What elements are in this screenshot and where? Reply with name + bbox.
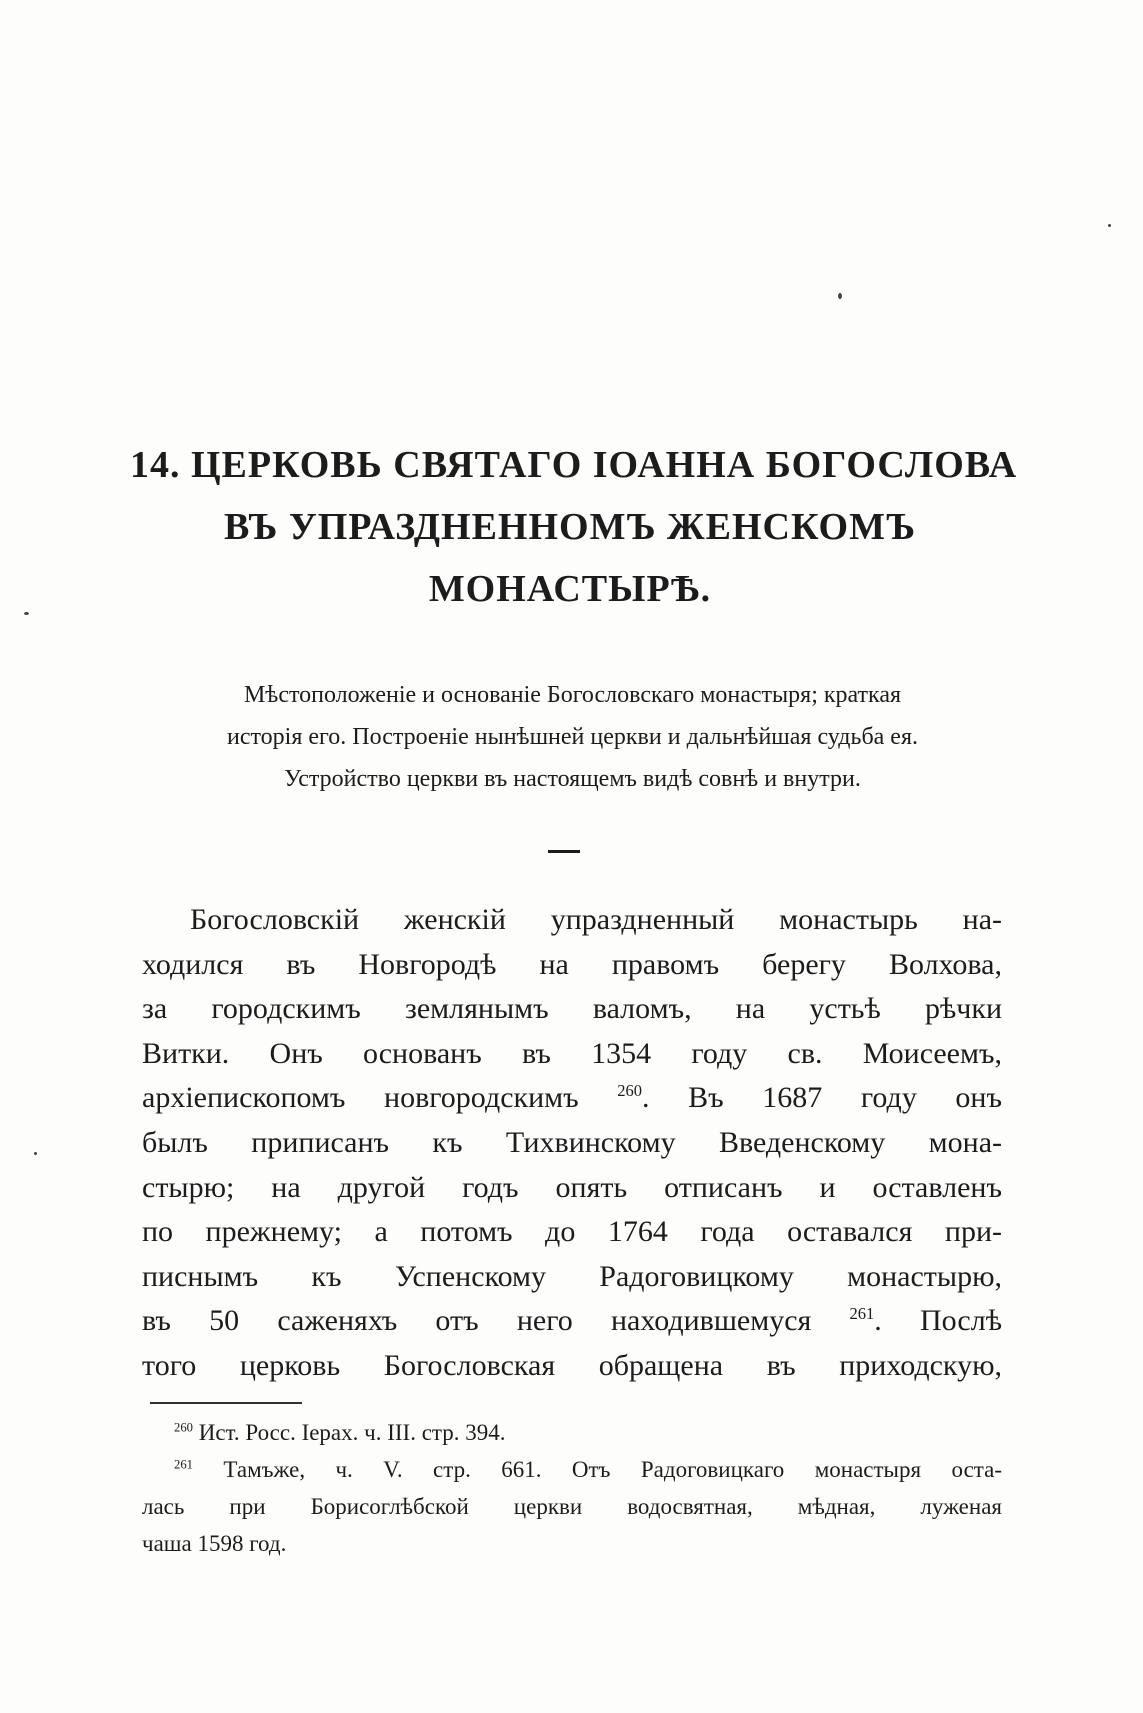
body-line: писнымъ къ Успенскому Радоговицкому монастырю, (142, 1259, 1002, 1293)
footnote-261 (142, 1451, 1002, 1488)
chapter-summary (140, 674, 1005, 800)
body-line: ходился въ Новгородѣ на правомъ берегу Волхова, (142, 947, 1002, 981)
body-text-fragment: архiепископомъ новгородскимъ (142, 1081, 579, 1115)
footnote-ref-261[interactable]: 261 (849, 1304, 875, 1324)
body-text-fragment: . Послѣ (874, 1304, 1002, 1338)
footnote-separator (150, 1402, 302, 1404)
footnote-number: 260 (174, 1420, 193, 1435)
summary-line-3: Устройство церкви въ настоящемъ видѣ совнѣ и внутри. (284, 766, 861, 792)
chapter-title-line-2: ВЪ УПРАЗДНЕННОМЪ ЖЕНСКОМЪ (223, 506, 917, 548)
footnote-260 (142, 1414, 1002, 1451)
body-line (142, 1076, 1002, 1121)
body-text-fragment: въ 50 саженяхъ отъ него находившемуся (142, 1304, 812, 1338)
body-line: Богословскiй женскiй упраздненный монастырь на- (190, 903, 1002, 936)
body-line: по прежнему; а потомъ до 1764 года оставался при- (142, 1215, 1002, 1249)
footnote-number: 261 (174, 1457, 193, 1472)
footnote-ref-260[interactable]: 260 (617, 1081, 643, 1101)
body-line: за городскимъ землянымъ валомъ, на устьѣ рѣчки (142, 992, 1002, 1026)
body-paragraph (142, 898, 1002, 1389)
section-divider (548, 850, 580, 853)
summary-line-1: Мѣстоположенiе и основанiе Богословскаго монастыря; краткая (243, 682, 902, 708)
chapter-title-line-3: МОНАСТЫРѢ. (428, 568, 712, 610)
chapter-title (130, 434, 1018, 620)
scan-speck (838, 293, 842, 299)
body-line (142, 1299, 1002, 1344)
scan-speck (34, 1152, 37, 1155)
footnote-text: Тамъже, ч. V. стр. 661. Отъ Радоговицкаго монастыря оста- (192, 1457, 1002, 1482)
footnote-text: Ист. Росс. Iерах. ч. III. стр. 394. (192, 1420, 506, 1445)
body-line: стырю; на другой годъ опять отписанъ и оставленъ (142, 1170, 1002, 1204)
body-line: былъ приписанъ къ Тихвинскому Введенскому мона- (142, 1125, 1002, 1159)
scan-speck (24, 612, 29, 615)
summary-line-2: исторiя его. Построенiе нынѣшней церкви и дальнѣйшая судьба ея. (226, 724, 918, 750)
scan-speck (1108, 224, 1111, 227)
chapter-title-line-1: 14. ЦЕРКОВЬ СВЯТАГО IОАННА БОГОСЛОВА (130, 444, 1018, 486)
footnote-261-continued: чаша 1598 год. (142, 1531, 287, 1556)
footnotes (142, 1414, 1002, 1562)
footnote-261-continued: лась при Борисоглѣбской церкви водосвятная, мѣдная, луженая (142, 1494, 1002, 1519)
body-text-fragment: . Въ 1687 году онъ (642, 1081, 1002, 1115)
body-line: Витки. Онъ основанъ въ 1354 году св. Моисеемъ, (142, 1036, 1002, 1070)
body-line: того церковь Богословская обращена въ приходскую, (142, 1348, 1002, 1382)
